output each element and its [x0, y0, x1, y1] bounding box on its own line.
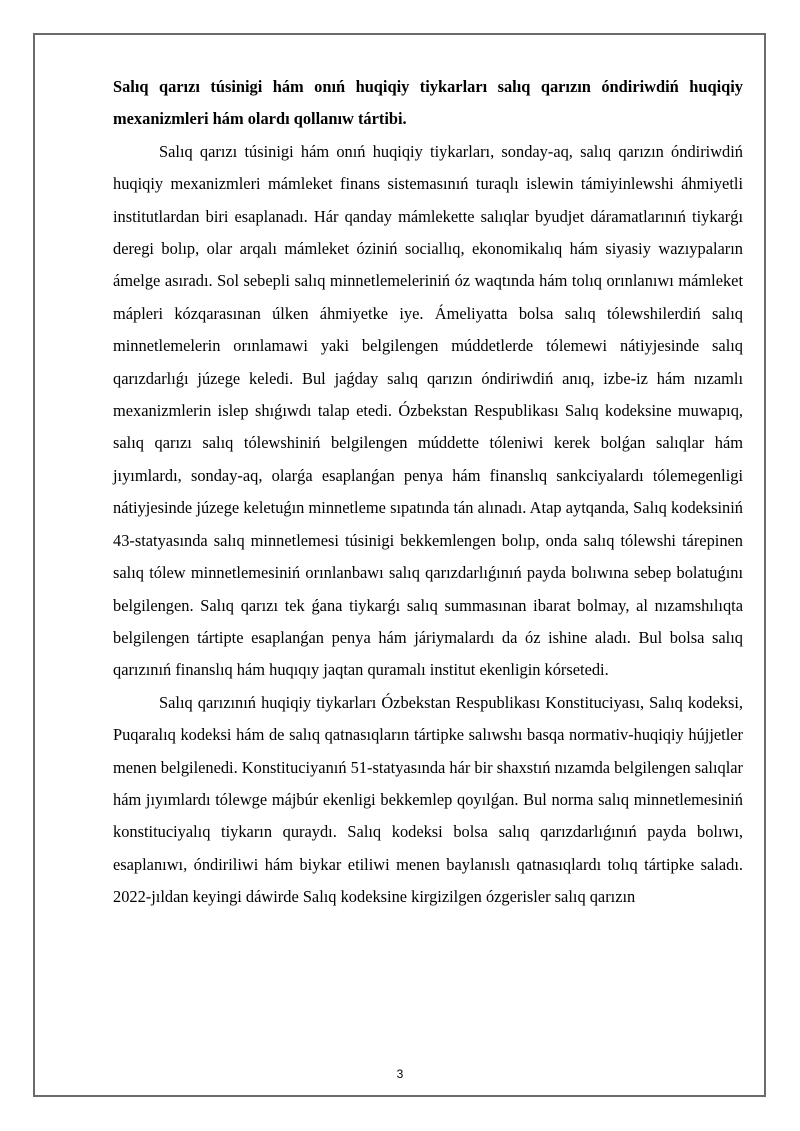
document-body: [113, 71, 743, 914]
paragraph-2: Salıq qarızınıń huqiqiy tiykarları Ózbekstan Respublikası Konstituciyası, Salıq kodeksi, Puqaralıq kodeksi hám de salıq qatnasıqların tártipke salıwshı basqa normativ-huqiqiy hújjetler menen belgilenedi. Konstituciyanıń 51-statyasında hár bir shaxstıń nızamda belgilengen salıqlar hám jıyımlardı tólewge májbúr ekenligi bekkemlep qoyılǵan. Bul norma salıq minnetlemesiniń konstituciyalıq tiykarın quraydı. Salıq kodeksi bolsa salıq qarızdarlıǵınıń payda bolıwı, esaplanıwı, óndiriliwi hám biykar etiliwi menen baylanıslı qatnasıqlardı tolıq tártipke saladı. 2022-jıldan keyingi dáwirde Salıq kodeksine kirgizilgen ózgerisler salıq qarızın: [113, 692, 743, 907]
section-heading: Salıq qarızı túsinigi hám onıń huqiqiy tiykarları salıq qarızın óndiriwdiń huqiqiy mexanizmleri hám olardı qollanıw tártibi.: [113, 77, 743, 129]
page-number: 3: [396, 1067, 404, 1081]
paragraph-1: Salıq qarızı túsinigi hám onıń huqiqiy tiykarları, sonday-aq, salıq qarızın óndiriwdiń huqiqiy mexanizmleri mámleket finans sistemasınıń turaqlı islewin támiyinlewshi áhmiyetli institutlardan biri esaplanadı. Hár qanday mámlekette salıqlar byudjet dáramatlarınıń tiykarǵı deregi bolıp, olar arqalı mámleket óziniń sociallıq, ekonomikalıq hám siyasiy wazıypaların ámelge asıradı. Sol sebepli salıq minnetlemeleriniń óz waqtında hám tolıq orınlanıwı mámleket mápleri kózqarasınan úlken áhmiyetke iye. Ámeliyatta bolsa salıq tólewshilerdiń salıq minnetlemelerin orınlamawi yaki belgilengen múddetlerde tólemewi nátiyjesinde salıq qarızdarlıǵı júzege keledi. Bul jaǵday salıq qarızın óndiriwdiń anıq, izbe-iz hám nızamlı mexanizmlerin islep shıǵıwdı talap etedi. Ózbekstan Respublikası Salıq kodeksine muwapıq, salıq qarızı salıq tólewshiniń belgilengen múddette tóleniwi kerek bolǵan salıqlar hám jıyımlardı, sonday-aq, olarǵa esaplanǵan penya hám finanslıq sankciyalardı tólemegenligi nátiyjesinde júzege keletuǵın minnetleme sıpatında tán alınadı. Atap aytqanda, Salıq kodeksiniń 43-statyasında salıq minnetlemesi túsinigi bekkemlengen bolıp, onda salıq tólewshi tárepinen salıq tólew minnetlemesiniń orınlanbawı salıq qarızdarlıǵınıń payda bolıwına sebep bolatuǵını belgilengen. Salıq qarızı tek ǵana tiykarǵı salıq summasınan ibarat bolmay, al nızamshılıqta belgilengen tártipte esaplanǵan penya hám járiymalardı da óz ishine aladı. Bul bolsa salıq qarızınıń finanslıq hám huqıqıy jaqtan quramalı institut ekenligin kórsetedi.: [113, 141, 743, 680]
